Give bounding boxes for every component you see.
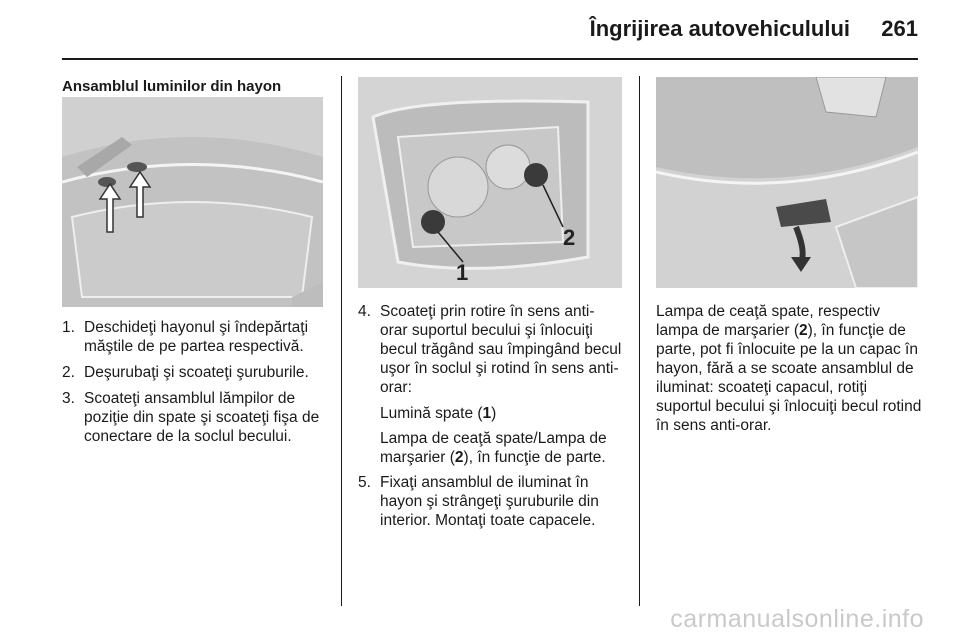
step-3: 3. Scoateţi ansamblul lămpilor de poziţie din spate şi scoateţi fişa de conectare de la soclul becului.: [62, 390, 320, 445]
substep-tail-light: Lumină spate (1): [380, 405, 497, 422]
column-divider-1: [341, 76, 342, 606]
figure-lamp-assembly: [358, 77, 622, 288]
page-header-title: Îngrijirea autovehiculului: [589, 16, 850, 41]
lamp-assembly-illustration: [358, 77, 622, 288]
figure-tailgate-screws: [62, 97, 323, 307]
column-1-text: [62, 318, 330, 453]
step-4: 4. Scoateţi prin rotire în sens anti-orar suportul becului şi înlocuiţi becul trăgând sau împingând becul uşor în soclul şi rotind în sens anti-orar:: [358, 303, 622, 396]
substep-fog-reverse-lamp: Lampa de ceaţă spate/Lampa de marşarier (2), în funcţie de parte.: [380, 430, 607, 466]
cover-paragraph: Lampa de ceaţă spate, respectiv lampa de marşarier (2), în funcţie de parte, pot fi înlocuite pe la un capac în hayon, fără a se scoate ansamblul de iluminat: scoateţi capacul, rotiţi suportul becului şi înlocuiţi becul rotind în sens anti-orar.: [656, 303, 922, 434]
step-2: 2. Deşurubaţi şi scoateţi şuruburile.: [62, 364, 309, 381]
tailgate-illustration: [62, 97, 323, 307]
watermark: carmanualsonline.info: [670, 605, 924, 633]
page-number: 261: [881, 16, 918, 41]
steps-list-3: [358, 473, 622, 530]
step-1: 1. Deschideţi hayonul şi îndepărtaţi măştile de pe partea respectivă.: [62, 319, 309, 355]
tailgate-cover-illustration: [656, 77, 918, 288]
steps-list-1: [62, 318, 330, 446]
steps-list-2: [358, 302, 622, 397]
step-5: 5. Fixaţi ansamblul de iluminat în hayon şi strângeţi şuruburile din interior. Montaţi toate capacele.: [358, 474, 599, 529]
figure-tailgate-cover: [656, 77, 918, 288]
section-title: Ansamblul luminilor din hayon: [62, 78, 282, 95]
column-3-text: [656, 302, 926, 435]
column-2-text: [358, 302, 622, 537]
column-divider-2: [639, 76, 640, 606]
header-rule: [62, 58, 918, 60]
callout-label-1: 1: [456, 260, 469, 285]
callout-label-2: 2: [563, 225, 576, 250]
